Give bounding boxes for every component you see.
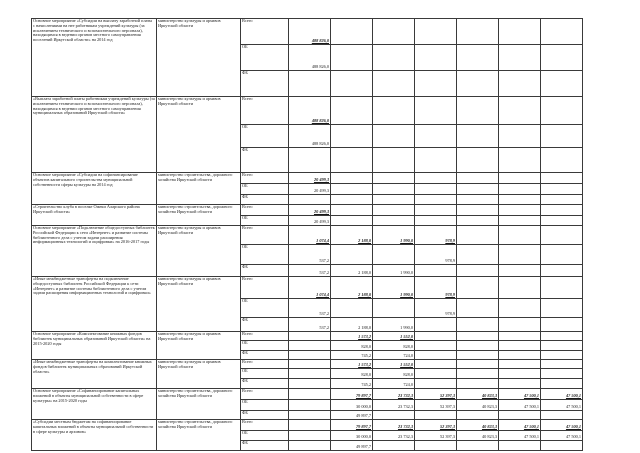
value-cell xyxy=(457,71,499,97)
value-cell xyxy=(499,184,541,195)
value-cell xyxy=(415,216,457,226)
value-cell xyxy=(373,173,415,184)
value-cell xyxy=(457,195,499,205)
value-cell xyxy=(331,245,373,265)
value-cell xyxy=(373,125,415,148)
value-cell xyxy=(457,351,499,360)
value-cell: 30 000,0 xyxy=(331,431,373,441)
executor-cell: министерство культуры и архивов Иркутской области xyxy=(157,332,241,360)
value-cell xyxy=(331,19,373,45)
value-cell xyxy=(373,184,415,195)
funding-source: ФБ xyxy=(241,195,289,205)
value-cell: 47 500,1 xyxy=(499,420,541,431)
table-row xyxy=(32,173,583,184)
value-cell xyxy=(289,369,331,379)
table-row xyxy=(32,420,583,431)
value-cell: 23 732,3 xyxy=(373,431,415,441)
funding-source: ОБ xyxy=(241,216,289,226)
value-cell xyxy=(541,148,583,173)
value-cell xyxy=(415,351,457,360)
value-cell xyxy=(499,351,541,360)
value-cell: 47 500,1 xyxy=(499,389,541,400)
value-cell xyxy=(457,360,499,369)
value-cell xyxy=(373,205,415,216)
value-cell: 40 823,3 xyxy=(457,400,499,411)
funding-source: ФБ xyxy=(241,351,289,360)
event-title: «Выплата заработной платы работникам учреждений культуры (за исключением технического и вспомогательного персонала), находящимся в ведении органов местного самоуправления муниципальных образований Иркутской области» xyxy=(32,97,157,173)
value-cell: 488 826,0 xyxy=(289,97,331,125)
executor-cell: министерство культуры и архивов Иркутской области xyxy=(157,360,241,389)
value-cell: 978,9 xyxy=(415,245,457,265)
value-cell xyxy=(541,332,583,341)
table-row xyxy=(32,97,583,125)
value-cell xyxy=(331,173,373,184)
table-row xyxy=(32,205,583,216)
value-cell: 52 397,3 xyxy=(415,431,457,441)
funding-source: Всего xyxy=(241,277,289,299)
event-title: «Иные межбюджетные трансферты на комплектование книжных фондов библиотек муниципальных образований Иркутской области» xyxy=(32,360,157,389)
value-cell: 724,0 xyxy=(373,351,415,360)
value-cell xyxy=(457,173,499,184)
funding-source: ОБ xyxy=(241,45,289,71)
value-cell xyxy=(541,19,583,45)
value-cell xyxy=(499,299,541,318)
value-cell xyxy=(289,71,331,97)
value-cell xyxy=(499,71,541,97)
value-cell xyxy=(415,341,457,351)
value-cell xyxy=(415,125,457,148)
value-cell: 1 552,0 xyxy=(373,360,415,369)
funding-source: Всего xyxy=(241,97,289,125)
value-cell xyxy=(331,195,373,205)
value-cell: 828,0 xyxy=(331,341,373,351)
value-cell: 20 499,3 xyxy=(289,173,331,184)
value-cell xyxy=(499,216,541,226)
value-cell xyxy=(457,332,499,341)
value-cell: 20 499,3 xyxy=(289,216,331,226)
value-cell xyxy=(289,379,331,389)
funding-source: ФБ xyxy=(241,441,289,451)
value-cell xyxy=(457,125,499,148)
value-cell: 47 500,1 xyxy=(499,431,541,441)
value-cell xyxy=(373,148,415,173)
value-cell: 537,2 xyxy=(289,318,331,332)
table-row xyxy=(32,332,583,341)
value-cell xyxy=(541,125,583,148)
value-cell xyxy=(289,431,331,441)
event-title: «Иные межбюджетные трансферты на подключение общедоступных библиотек Российской Федерации к сети «Интернет» и развитие системы библиотечного дела с учетом задачи расширения информационных технологий и оцифровки» xyxy=(32,277,157,332)
value-cell: 47 500,1 xyxy=(541,400,583,411)
value-cell: 40 823,3 xyxy=(457,420,499,431)
value-cell xyxy=(373,245,415,265)
value-cell xyxy=(499,173,541,184)
value-cell xyxy=(499,125,541,148)
funding-source: ОБ xyxy=(241,431,289,441)
table-row xyxy=(32,277,583,299)
value-cell xyxy=(415,195,457,205)
value-cell xyxy=(289,400,331,411)
funding-source: Всего xyxy=(241,19,289,45)
value-cell: 23 732,3 xyxy=(373,400,415,411)
event-title: Основное мероприятие «Подключение общедоступных библиотек Российской Федерации к сети «Интернет» и развитие системы библиотечного дела с учетом задачи расширения информационных технологий и оцифровки» на 2016-2017 годы xyxy=(32,226,157,277)
value-cell xyxy=(457,299,499,318)
value-cell xyxy=(457,441,499,451)
value-cell: 828,0 xyxy=(373,369,415,379)
value-cell xyxy=(289,148,331,173)
value-cell xyxy=(499,148,541,173)
value-cell xyxy=(499,379,541,389)
value-cell: 745,2 xyxy=(331,379,373,389)
funding-source: Всего xyxy=(241,332,289,341)
value-cell: 52 397,3 xyxy=(415,420,457,431)
value-cell xyxy=(541,299,583,318)
value-cell xyxy=(541,71,583,97)
value-cell: 1 990,0 xyxy=(373,226,415,245)
value-cell xyxy=(415,148,457,173)
value-cell: 537,2 xyxy=(289,299,331,318)
value-cell xyxy=(331,125,373,148)
executor-cell: министерство культуры и архивов Иркутской области xyxy=(157,277,241,332)
value-cell xyxy=(457,216,499,226)
executor-cell: министерство строительства, дорожного хозяйства Иркутской области xyxy=(157,420,241,451)
value-cell xyxy=(289,341,331,351)
value-cell xyxy=(415,19,457,45)
value-cell xyxy=(373,216,415,226)
value-cell xyxy=(415,71,457,97)
value-cell: 47 500,1 xyxy=(541,431,583,441)
value-cell xyxy=(457,379,499,389)
value-cell xyxy=(331,184,373,195)
event-title: Основное мероприятие «Субсидии на софинансирование объектов капитального строительства муниципальной собственности сферы культуры на 2014 год xyxy=(32,173,157,205)
value-cell xyxy=(415,411,457,420)
value-cell xyxy=(541,173,583,184)
value-cell xyxy=(499,265,541,277)
value-cell: 1 074,4 xyxy=(289,226,331,245)
value-cell xyxy=(415,441,457,451)
funding-source: ОБ xyxy=(241,299,289,318)
value-cell: 2 188,0 xyxy=(331,318,373,332)
funding-source: ОБ xyxy=(241,341,289,351)
value-cell: 1 552,0 xyxy=(373,332,415,341)
budget-table xyxy=(31,18,583,451)
value-cell xyxy=(457,369,499,379)
value-cell xyxy=(499,19,541,45)
value-cell xyxy=(331,299,373,318)
value-cell xyxy=(415,184,457,195)
value-cell xyxy=(331,205,373,216)
value-cell xyxy=(499,441,541,451)
value-cell xyxy=(289,420,331,431)
value-cell xyxy=(415,318,457,332)
value-cell xyxy=(415,379,457,389)
value-cell xyxy=(415,205,457,216)
value-cell xyxy=(457,265,499,277)
value-cell xyxy=(457,245,499,265)
value-cell: 1 990,0 xyxy=(373,318,415,332)
executor-cell: министерство культуры и архивов Иркутской области xyxy=(157,226,241,277)
value-cell: 47 500,1 xyxy=(541,420,583,431)
funding-source: ОБ xyxy=(241,245,289,265)
value-cell: 2 188,0 xyxy=(331,226,373,245)
value-cell xyxy=(541,411,583,420)
value-cell: 1 573,2 xyxy=(331,360,373,369)
value-cell xyxy=(373,45,415,71)
value-cell xyxy=(499,97,541,125)
value-cell: 1 573,2 xyxy=(331,332,373,341)
value-cell xyxy=(415,45,457,71)
value-cell: 79 897,7 xyxy=(331,420,373,431)
value-cell: 40 823,3 xyxy=(457,431,499,441)
event-title: «Строительство клуба в поселке Ожеки Аларского района Иркутской области» xyxy=(32,205,157,226)
value-cell: 20 499,3 xyxy=(289,205,331,216)
value-cell xyxy=(541,379,583,389)
value-cell: 49 897,7 xyxy=(331,441,373,451)
value-cell xyxy=(541,245,583,265)
table-row xyxy=(32,360,583,369)
value-cell xyxy=(499,195,541,205)
funding-source: ФБ xyxy=(241,71,289,97)
value-cell xyxy=(457,97,499,125)
value-cell xyxy=(457,45,499,71)
value-cell xyxy=(541,351,583,360)
value-cell xyxy=(541,97,583,125)
value-cell xyxy=(415,265,457,277)
value-cell: 828,0 xyxy=(373,341,415,351)
value-cell xyxy=(373,195,415,205)
value-cell xyxy=(541,318,583,332)
executor-cell: министерство строительства, дорожного хозяйства Иркутской области xyxy=(157,389,241,420)
funding-source: Всего xyxy=(241,226,289,245)
value-cell xyxy=(499,226,541,245)
value-cell: 1 990,0 xyxy=(373,265,415,277)
value-cell xyxy=(457,341,499,351)
value-cell xyxy=(499,205,541,216)
table-row xyxy=(32,389,583,400)
value-cell xyxy=(373,71,415,97)
funding-source: Всего xyxy=(241,389,289,400)
value-cell xyxy=(415,332,457,341)
value-cell xyxy=(541,45,583,71)
value-cell xyxy=(289,195,331,205)
funding-source: ФБ xyxy=(241,411,289,420)
value-cell xyxy=(415,173,457,184)
value-cell xyxy=(541,369,583,379)
value-cell xyxy=(289,360,331,369)
value-cell xyxy=(457,411,499,420)
value-cell xyxy=(541,265,583,277)
value-cell: 488 826,0 xyxy=(289,19,331,45)
value-cell: 537,2 xyxy=(289,245,331,265)
value-cell: 828,0 xyxy=(331,369,373,379)
value-cell xyxy=(373,299,415,318)
value-cell: 978,9 xyxy=(415,277,457,299)
value-cell xyxy=(289,441,331,451)
value-cell xyxy=(499,411,541,420)
event-title: Основное мероприятие «Софинансирование капитальных вложений в объекты муниципальной собственности в сфере культуры» на 2015-2020 годы xyxy=(32,389,157,420)
value-cell xyxy=(457,318,499,332)
value-cell xyxy=(289,389,331,400)
value-cell: 2 188,0 xyxy=(331,277,373,299)
value-cell: 978,9 xyxy=(415,299,457,318)
value-cell xyxy=(499,245,541,265)
value-cell xyxy=(373,19,415,45)
funding-source: Всего xyxy=(241,205,289,216)
value-cell xyxy=(499,277,541,299)
value-cell xyxy=(541,360,583,369)
value-cell: 47 500,1 xyxy=(541,389,583,400)
event-title: «Субсидии местным бюджетам на софинансирование капитальных вложений в объекты муниципальной собственности в сфере культуры и архивов» xyxy=(32,420,157,451)
table-row xyxy=(32,19,583,45)
value-cell: 1 074,4 xyxy=(289,277,331,299)
value-cell xyxy=(289,332,331,341)
event-title: Основное мероприятие «Субсидии на выплату заработной платы с начислениями на нее работникам учреждений культуры (за исключением технического и вспомогательного персонала), находящимся в ведении органов местного самоуправления поселений Иркутской области» на 2014 год xyxy=(32,19,157,97)
value-cell xyxy=(415,369,457,379)
value-cell xyxy=(331,97,373,125)
value-cell: 724,0 xyxy=(373,379,415,389)
funding-source: Всего xyxy=(241,173,289,184)
value-cell xyxy=(331,148,373,173)
value-cell xyxy=(331,216,373,226)
value-cell xyxy=(457,226,499,245)
value-cell xyxy=(499,45,541,71)
value-cell: 2 188,0 xyxy=(331,265,373,277)
value-cell xyxy=(457,148,499,173)
value-cell xyxy=(541,216,583,226)
funding-source: ФБ xyxy=(241,379,289,389)
funding-source: ФБ xyxy=(241,148,289,173)
value-cell xyxy=(499,318,541,332)
value-cell: 488 826,0 xyxy=(289,45,331,71)
value-cell xyxy=(289,351,331,360)
value-cell xyxy=(289,411,331,420)
executor-cell: министерство культуры и архивов Иркутской области xyxy=(157,19,241,97)
value-cell: 488 826,0 xyxy=(289,125,331,148)
value-cell: 52 397,3 xyxy=(415,400,457,411)
funding-source: ОБ xyxy=(241,400,289,411)
value-cell: 23 732,3 xyxy=(373,389,415,400)
value-cell xyxy=(541,205,583,216)
funding-source: ФБ xyxy=(241,265,289,277)
value-cell xyxy=(373,97,415,125)
value-cell xyxy=(541,226,583,245)
table-row xyxy=(32,226,583,245)
value-cell xyxy=(457,205,499,216)
value-cell: 30 000,0 xyxy=(331,400,373,411)
funding-source: ФБ xyxy=(241,318,289,332)
value-cell: 978,9 xyxy=(415,226,457,245)
funding-source: ОБ xyxy=(241,369,289,379)
value-cell xyxy=(499,360,541,369)
value-cell xyxy=(415,360,457,369)
value-cell xyxy=(457,19,499,45)
value-cell xyxy=(541,195,583,205)
executor-cell: министерство строительства, дорожного хозяйства Иркутской области xyxy=(157,205,241,226)
value-cell: 40 823,3 xyxy=(457,389,499,400)
value-cell xyxy=(331,45,373,71)
value-cell: 23 732,3 xyxy=(373,420,415,431)
value-cell: 745,2 xyxy=(331,351,373,360)
event-title: Основное мероприятие «Комплектование книжных фондов библиотек муниципальных образований Иркутской области» на 2015-2020 годы xyxy=(32,332,157,360)
executor-cell: министерство строительства, дорожного хозяйства Иркутской области xyxy=(157,173,241,205)
value-cell: 49 897,7 xyxy=(331,411,373,420)
value-cell xyxy=(499,332,541,341)
value-cell xyxy=(457,184,499,195)
value-cell: 79 897,7 xyxy=(331,389,373,400)
value-cell xyxy=(541,277,583,299)
funding-source: ОБ xyxy=(241,125,289,148)
value-cell: 47 500,1 xyxy=(499,400,541,411)
funding-source: ОБ xyxy=(241,184,289,195)
value-cell xyxy=(541,341,583,351)
value-cell xyxy=(499,369,541,379)
value-cell: 52 397,3 xyxy=(415,389,457,400)
value-cell xyxy=(415,97,457,125)
value-cell xyxy=(499,341,541,351)
value-cell xyxy=(331,71,373,97)
value-cell xyxy=(373,441,415,451)
executor-cell: министерство культуры и архивов Иркутской области xyxy=(157,97,241,173)
funding-source: Всего xyxy=(241,420,289,431)
value-cell: 537,2 xyxy=(289,265,331,277)
value-cell xyxy=(541,441,583,451)
value-cell xyxy=(541,184,583,195)
value-cell: 20 499,3 xyxy=(289,184,331,195)
value-cell xyxy=(373,411,415,420)
funding-source: Всего xyxy=(241,360,289,369)
value-cell: 1 990,0 xyxy=(373,277,415,299)
value-cell xyxy=(457,277,499,299)
